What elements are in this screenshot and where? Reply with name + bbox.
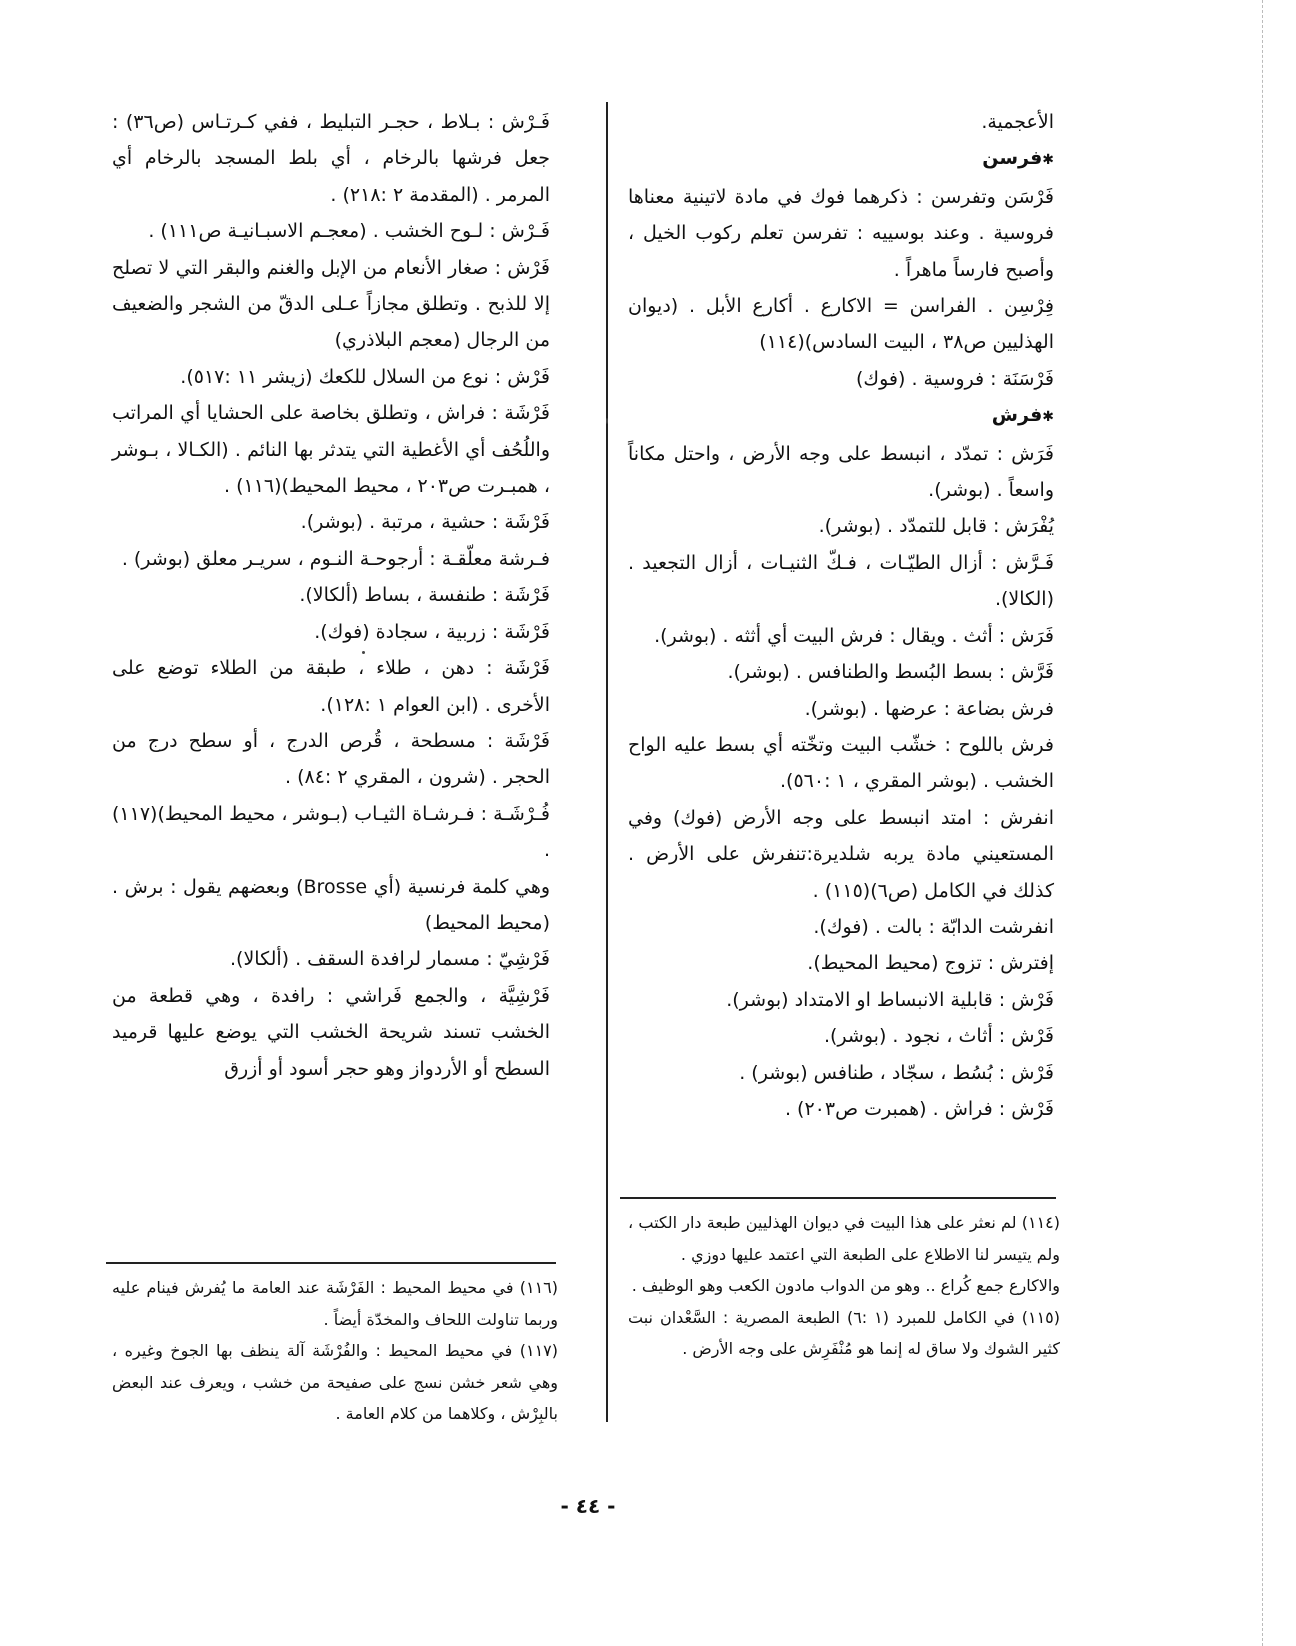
- dictionary-entry: فَرْشَة : مسطحة ، قُرص الدرج ، أو سطح درج من الحجر . (شرون ، المقري ٢ :٨٤) .: [112, 729, 550, 789]
- page-number: - ٤٤ -: [560, 1494, 616, 1518]
- scan-speck: [362, 651, 365, 654]
- dictionary-entry: فَرَش : تمدّد ، انبسط على وجه الأرض ، واحتل مكاناً واسعاً . (بوشر).: [628, 442, 1054, 502]
- dictionary-entry: فَرْش : قابلية الانبساط او الامتداد (بوشر).: [726, 988, 1054, 1011]
- dictionary-entry: فَرَش : أثث . ويقال : فرش البيت أي أثثه . (بوشر).: [654, 624, 1054, 647]
- dictionary-entry: فرش باللوح : خشّب البيت وتخّته أي بسط عليه الواح الخشب . (بوشر المقري ، ١ :٥٦٠).: [628, 733, 1054, 793]
- dictionary-entry: انفرشت الدابّة : بالت . (فوك).: [813, 915, 1054, 938]
- footnote: (١١٥) في الكامل للمبرد (١ :٦) الطبعة المصرية : السَّعْدان نبت كثير الشوك ولا ساق له إنما هو مُنْفَرِش على وجه الأرض .: [628, 1307, 1061, 1358]
- dictionary-entry: فَرْش : بُسُط ، سجّاد ، طنافس (بوشر) .: [739, 1061, 1054, 1084]
- entry-heading: ✱ فرش: [628, 397, 1054, 435]
- footnote: (١١٤) لم نعثر على هذا البيت في ديوان الهذليين طبعة دار الكتب ، ولم يتيسر لنا الاطلاع على الطبعة التي اعتمد عليها دوزي .: [628, 1213, 1060, 1264]
- dictionary-entry: فُـرْشَـة : فـرشـاة الثيـاب (بـوشر ، محيط المحيط)(١١٧) .: [112, 802, 550, 862]
- scan-edge-line: [1262, 0, 1263, 1646]
- dictionary-entry: فَرْشَة : طنفسة ، بساط (ألكالا).: [299, 584, 550, 607]
- footnote: والاكارع جمع كُراع .. وهو من الدواب مادون الكعب وهو الوظيف .: [631, 1276, 1060, 1295]
- footnote-rule-right: [620, 1197, 1056, 1199]
- dictionary-entry: فَرْش : أثاث ، نجود . (بوشر).: [823, 1025, 1054, 1048]
- dictionary-entry: وهي كلمة فرنسية (أي Brosse) وبعضهم يقول : برش . (محيط المحيط): [112, 875, 551, 934]
- dictionary-entry: فَرْش : فراش . (همبرت ص٢٠٣) .: [784, 1097, 1054, 1120]
- dictionary-entry: فَرْش : نوع من السلال للكعك (زيشر ١١ :٥١٧).: [180, 365, 550, 388]
- dictionary-entry: فَـرَّش : أزال الطيّـات ، فـكّ الثنيـات ، أزال التجعيد . (الكالا).: [628, 551, 1054, 611]
- dictionary-entry: إفترش : تزوج (محيط المحيط).: [807, 952, 1054, 975]
- dictionary-entry: فَرْشِيّ : مسمار لرافدة السقف . (ألكالا).: [230, 948, 550, 971]
- footnotes-right: [628, 1207, 1060, 1365]
- footnote: (١١٧) في محيط المحيط : والفُرْشَة آلة ينظف بها الجوخ وغيره ، وهي شعر خشن نسج على صفيحة من خشب ، ويعرف عند البعض بالبِرْش ، وكلاهما من كلام العامة .: [112, 1341, 558, 1423]
- entry-heading: ✱ فرسن: [628, 140, 1054, 178]
- dictionary-entry: الأعجمية.: [981, 111, 1054, 133]
- scan-speck: [606, 418, 608, 424]
- footnote-rule-left: [106, 1262, 556, 1264]
- dictionary-entry: فَرْسَنَة : فروسية . (فوك): [856, 367, 1054, 390]
- dictionary-entry: فَرْشَة : زربية ، سجادة (فوك).: [314, 620, 550, 643]
- dictionary-entry: فَـرْش : لـوح الخشب . (معجـم الاسبـانيـة ص١١١) .: [148, 220, 550, 243]
- dictionary-entry: فرش بضاعة : عرضها . (بوشر).: [804, 697, 1054, 720]
- dictionary-entry: فَـرْش : بـلاط ، حجـر التبليط ، ففي كـرتـاس (ص٣٦) : جعل فرشها بالرخام ، أي بلط المسجد بالرخام أي المرمر . (المقدمة ٢ :٢١٨) .: [112, 111, 550, 206]
- dictionary-entry: فَرْشَة : دهن ، طلاء ، طبقة من الطلاء توضع على الأخرى . (ابن العوام ١ :١٢٨).: [112, 657, 550, 716]
- dictionary-entry: فَرْسَن وتفرسن : ذكرهما فوك في مادة لاتينية معناها فروسية . وعند بوسييه : تفرسن تعلم ركوب الخيل ، وأصبح فارساً ماهراً .: [628, 185, 1054, 281]
- footnote: (١١٦) في محيط المحيط : الفَرْشَة عند العامة ما يُفرش فينام عليه وربما تناولت اللحاف والمخدّة أيضاً .: [112, 1278, 558, 1329]
- dictionary-entry: فـرشة معلّقـة : أرجوحـة النـوم ، سريـر معلق (بوشر) .: [121, 547, 550, 570]
- right-column: [628, 104, 1054, 1127]
- dictionary-entry: فِرْسِن . الفراسن = الاكارع . أكارع الأبل . (ديوان الهذليين ص٣٨ ، البيت السادس)(١١٤): [628, 295, 1054, 354]
- dictionary-entry: فَرْش : صغار الأنعام من الإبل والغنم والبقر التي لا تصلح إلا للذبح . وتطلق مجازاً عـلى الدقّ من الشجر والضعيف من الرجال (معجم البلاذري): [112, 256, 550, 352]
- dictionary-entry: فَرْشِيَّة ، والجمع فَراشي : رافدة ، وهي قطعة من الخشب تسند شريحة الخشب التي يوضع عليها قرميد السطح أو الأردواز وهو حجر أسود أو أزرق: [112, 984, 550, 1080]
- dictionary-entry: فَرْشَة : حشية ، مرتبة . (بوشر).: [300, 511, 550, 534]
- column-divider: [606, 102, 608, 1422]
- left-column: [112, 104, 550, 1087]
- dictionary-entry: فَرْشَة : فراش ، وتطلق بخاصة على الحشايا أي المراتب واللُحُف أي الأغطية التي يتدثر بها النائم . (الكـالا ، بـوشر ، همبـرت ص٢٠٣ ، محيط المحيط)(١١٦) .: [112, 402, 550, 498]
- dictionary-entry: انفرش : امتد انبسط على وجه الأرض (فوك) وفي المستعيني مادة يربه شلديرة:تنفرش على الأرض . كذلك في الكامل (ص٦)(١١٥) .: [628, 806, 1054, 902]
- footnotes-left: [112, 1272, 558, 1430]
- dictionary-entry: فَرَّش : بسط البُسط والطنافس . (بوشر).: [727, 661, 1054, 684]
- dictionary-entry: يُفْرَش : قابل للتمدّد . (بوشر).: [818, 515, 1054, 538]
